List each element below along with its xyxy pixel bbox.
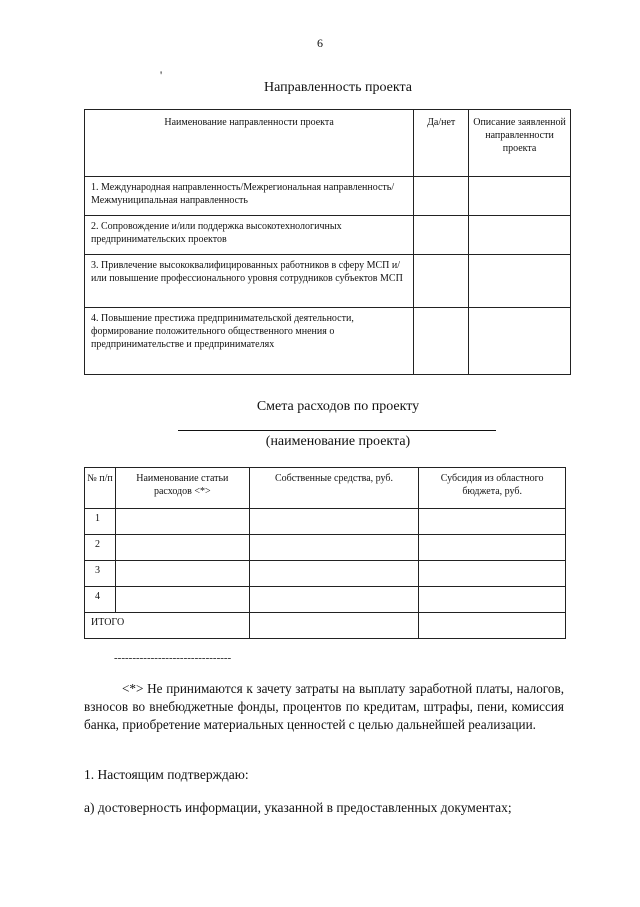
direction-name-cell: 3. Привлечение высококвалифицированных работников в сферу МСП и/или повышение профессионального уровня сотрудников субъектов МСП [85,255,414,308]
project-name-line [178,430,496,431]
header-item: Наименование статьи расходов <*> [115,468,249,509]
description-cell [469,255,571,308]
estimate-title: Смета расходов по проекту [256,399,420,414]
header-description: Описание заявленной направленности проекта [469,110,571,177]
footnote-separator: -------------------------------- [114,652,232,664]
yes-no-cell [414,177,469,216]
footnote-text: <*> Не принимаются к зачету затраты на выплату заработной платы, налогов, взносов во внебюджетные фонды, процентов по кредитам, штрафы, пени, комиссия банка, приобретение материальных ценностей с целью дальнейшей реализации. [84,681,564,732]
confirm-heading: 1. Настоящим подтверждаю: [84,767,249,782]
header-num: № п/п [85,468,116,509]
header-yes-no: Да/нет [414,110,469,177]
direction-name-cell: 1. Международная направленность/Межрегиональная направленность/Межмуниципальная направленность [85,177,414,216]
total-subsidy-cell [419,613,566,639]
direction-name-cell: 2. Сопровождение и/или поддержка высокотехнологичных предпринимательских проектов [85,216,414,255]
page-number: 6 [317,36,323,50]
own-funds-cell [249,509,419,535]
own-funds-cell [249,561,419,587]
item-cell [115,509,249,535]
own-funds-cell [249,535,419,561]
description-cell [469,216,571,255]
item-cell [115,587,249,613]
row-num: 3 [85,561,116,587]
table-row [85,216,571,255]
footnote [84,680,564,734]
subsidy-cell [419,561,566,587]
item-cell [115,561,249,587]
table-row [85,509,566,535]
direction-header-row [85,110,571,177]
estimate-subtitle: (наименование проекта) [265,434,411,449]
table-row [85,561,566,587]
direction-table [84,109,571,375]
table-row [85,308,571,375]
header-own-funds: Собственные средства, руб. [249,468,419,509]
yes-no-cell [414,255,469,308]
subsidy-cell [419,509,566,535]
direction-name-cell: 4. Повышение престижа предпринимательской деятельности, формирование положительного общественного мнения о предпринимательстве и предпринимателях [85,308,414,375]
stray-mark: ' [160,68,163,82]
yes-no-cell [414,216,469,255]
row-num: 1 [85,509,116,535]
estimate-header-row [85,468,566,509]
table-row [85,587,566,613]
subsidy-cell [419,535,566,561]
row-num: 4 [85,587,116,613]
direction-title: Направленность проекта [263,80,413,95]
table-row [85,255,571,308]
estimate-table [84,467,566,639]
subsidy-cell [419,587,566,613]
yes-no-cell [414,308,469,375]
table-row [85,535,566,561]
header-subsidy: Субсидия из областного бюджета, руб. [419,468,566,509]
own-funds-cell [249,587,419,613]
total-label: ИТОГО [85,613,250,639]
description-cell [469,177,571,216]
table-row [85,177,571,216]
row-num: 2 [85,535,116,561]
total-own-funds-cell [249,613,419,639]
total-row [85,613,566,639]
header-direction-name: Наименование направленности проекта [85,110,414,177]
confirm-item-a: а) достоверность информации, указанной в предоставленных документах; [84,800,512,815]
item-cell [115,535,249,561]
description-cell [469,308,571,375]
